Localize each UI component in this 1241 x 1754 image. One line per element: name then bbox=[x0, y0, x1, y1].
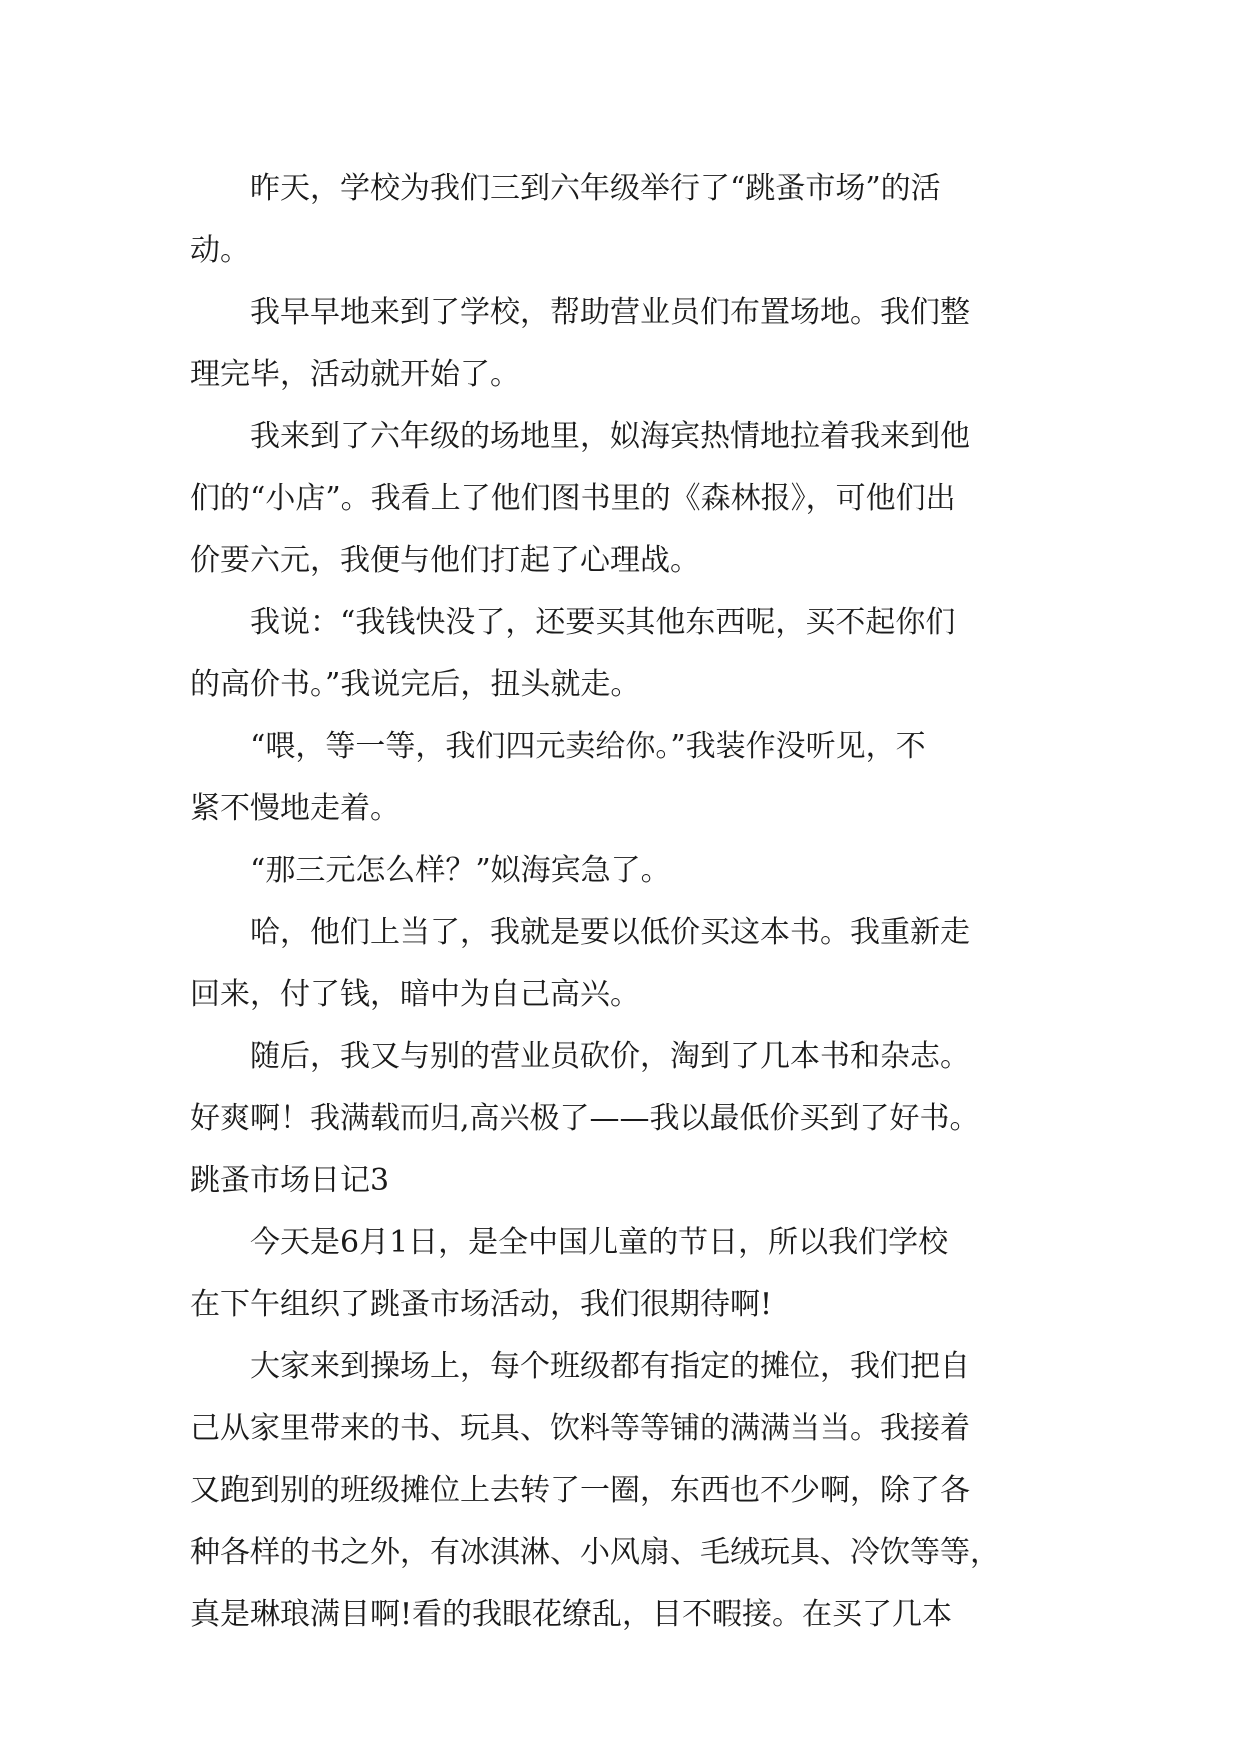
text-line: 我早早地来到了学校，帮助营业员们布置场地。我们整 bbox=[250, 295, 970, 330]
text-line: 今天是6月1日，是全中国儿童的节日，所以我们学校 bbox=[250, 1225, 949, 1260]
text-line: “那三元怎么样？”姒海宾急了。 bbox=[250, 853, 671, 888]
text-line: 又跑到别的班级摊位上去转了一圈，东西也不少啊，除了各 bbox=[190, 1473, 970, 1508]
text-line: 大家来到操场上，每个班级都有指定的摊位，我们把自 bbox=[250, 1349, 970, 1384]
document-body bbox=[190, 158, 1070, 1646]
text-line: “喂，等一等，我们四元卖给你。”我装作没听见，不 bbox=[250, 729, 926, 764]
paragraph-8 bbox=[190, 1026, 1070, 1150]
text-line: 的高价书。”我说完后，扭头就走。 bbox=[190, 667, 641, 702]
text-line: 我来到了六年级的场地里，姒海宾热情地拉着我来到他 bbox=[250, 419, 970, 454]
paragraph-10 bbox=[190, 1336, 1070, 1646]
text-line: 己从家里带来的书、玩具、饮料等等铺的满满当当。我接着 bbox=[190, 1411, 970, 1446]
text-line: 好爽啊！我满载而归,高兴极了——我以最低价买到了好书。 bbox=[190, 1101, 980, 1136]
paragraph-3 bbox=[190, 406, 1070, 592]
text-line: 随后，我又与别的营业员砍价，淘到了几本书和杂志。 bbox=[250, 1039, 970, 1074]
text-line: 们的“小店”。我看上了他们图书里的《森林报》，可他们出 bbox=[190, 481, 956, 516]
text-line: 动。 bbox=[190, 233, 250, 268]
text-line: 回来，付了钱，暗中为自己高兴。 bbox=[190, 977, 640, 1012]
paragraph-4 bbox=[190, 592, 1070, 716]
text-line: 真是琳琅满目啊!看的我眼花缭乱，目不暇接。在买了几本 bbox=[190, 1597, 953, 1632]
paragraph-2 bbox=[190, 282, 1070, 406]
paragraph-6 bbox=[190, 840, 1070, 902]
text-line: 我说：“我钱快没了，还要买其他东西呢，买不起你们 bbox=[250, 605, 956, 640]
section-heading bbox=[190, 1150, 1070, 1212]
text-line: 种各样的书之外，有冰淇淋、小风扇、毛绒玩具、冷饮等等， bbox=[190, 1535, 1000, 1570]
paragraph-1 bbox=[190, 158, 1070, 282]
text-line: 哈，他们上当了，我就是要以低价买这本书。我重新走 bbox=[250, 915, 970, 950]
paragraph-7 bbox=[190, 902, 1070, 1026]
paragraph-5 bbox=[190, 716, 1070, 840]
paragraph-9 bbox=[190, 1212, 1070, 1336]
text-line: 昨天，学校为我们三到六年级举行了“跳蚤市场”的活 bbox=[250, 171, 941, 206]
text-line: 在下午组织了跳蚤市场活动，我们很期待啊! bbox=[190, 1287, 773, 1322]
text-line: 价要六元，我便与他们打起了心理战。 bbox=[190, 543, 700, 578]
text-line: 跳蚤市场日记3 bbox=[190, 1163, 390, 1198]
text-line: 紧不慢地走着。 bbox=[190, 791, 400, 826]
text-line: 理完毕，活动就开始了。 bbox=[190, 357, 520, 392]
